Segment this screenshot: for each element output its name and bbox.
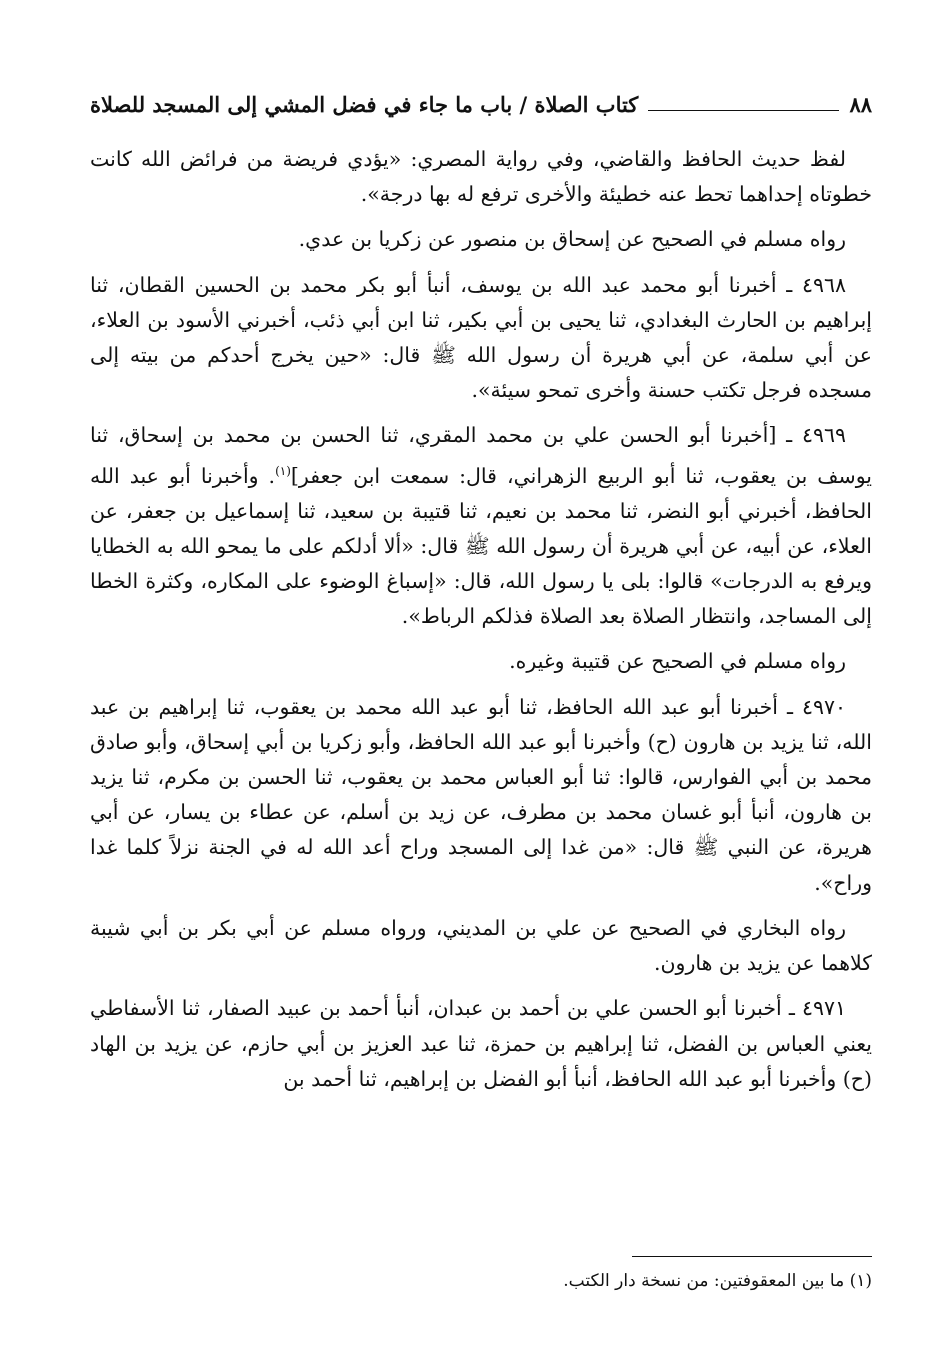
paragraph-text: رواه مسلم في الصحيح عن قتيبة وغيره. <box>509 649 846 674</box>
hadith-number: ٤٩٦٩ <box>801 423 846 448</box>
hadith-text-continued: . وأخبرنا أبو عبد الله الحافظ، أخبرني أبو النضر، ثنا محمد بن نعيم، ثنا قتيبة بن سعيد، ثنا إسماعيل بن جعفر، عن العلاء، عن أبيه، عن أبي هريرة أن رسول الله ﷺ قال: «ألا أدلكم على ما يمحو الله به الخطايا ويرفع به الدرجات» قالوا: بلى يا رسول الله، قال: «إسباغ الوضوء على المكاره، وكثرة الخطا إلى المساجد، وانتظار الصلاة بعد الصلاة فذلكم الرباط». <box>90 463 872 629</box>
footnote-reference: (١) <box>275 463 291 478</box>
book-page <box>90 60 872 1350</box>
paragraph-text: لفظ حديث الحافظ والقاضي، وفي رواية المصري: «يؤدي فريضة من فرائض الله كانت خطوتاه إحداهما تحط عنه خطيئة والأخرى ترفع له بها درجة». <box>90 147 872 207</box>
paragraph-narration-bukhari <box>90 911 872 981</box>
hadith-text: ـ [أخبرنا أبو الحسن علي بن محمد المقري، ثنا الحسن بن محمد بن إسحاق، ثنا يوسف بن يعقوب، ثنا أبو الربيع الزهراني، قال: سمعت ابن جعفر] <box>90 423 872 488</box>
paragraph-narration-muslim <box>90 644 872 679</box>
header-title: كتاب الصلاة / باب ما جاء في فضل المشي إلى المسجد للصلاة <box>90 92 639 117</box>
hadith-number: ٤٩٧١ <box>801 996 846 1021</box>
page-number: ٨٨ <box>849 92 872 117</box>
hadith-number: ٤٩٦٨ <box>801 272 846 297</box>
hadith-4970 <box>90 690 872 901</box>
hadith-number: ٤٩٧٠ <box>801 694 846 719</box>
paragraph-2 <box>90 222 872 257</box>
paragraph-1 <box>90 142 872 212</box>
hadith-text: ـ أخبرنا أبو عبد الله الحافظ، ثنا أبو عبد الله محمد بن يعقوب، ثنا إبراهيم بن عبد الله، ثنا يزيد بن هارون (ح) وأخبرنا أبو عبد الله الحافظ، وأبو زكريا بن أبي إسحاق، وأبو صادق محمد بن أبي الفوارس، قالوا: ثنا أبو العباس محمد بن يعقوب، ثنا الحسن بن مكرم، ثنا يزيد بن هارون، أنبأ أبو غسان محمد بن مطرف، عن زيد بن أسلم، عن عطاء بن يسار، عن أبي هريرة، عن النبي ﷺ قال: «من غدا إلى المسجد وراح أعد الله له في الجنة نزلاً كلما غدا وراح». <box>90 694 872 895</box>
hadith-4968 <box>90 268 872 409</box>
hadith-text: ـ أخبرنا أبو الحسن علي بن أحمد بن عبدان، أنبأ أحمد بن عبيد الصفار، ثنا الأسفاطي يعني العباس بن الفضل، ثنا إبراهيم بن حمزة، ثنا عبد العزيز بن أبي حازم، عن يزيد بن الهاد (ح) وأخبرنا أبو عبد الله الحافظ، أنبأ أبو الفضل بن إبراهيم، ثنا أحمد بن <box>90 996 872 1091</box>
hadith-text: ـ أخبرنا أبو محمد عبد الله بن يوسف، أنبأ أبو بكر محمد بن الحسين القطان، ثنا إبراهيم بن الحارث البغدادي، ثنا يحيى بن أبي بكير، ثنا ابن أبي ذئب، أخبرني الأسود بن العلاء، عن أبي سلمة، عن أبي هريرة أن رسول الله ﷺ قال: «حين يخرج أحدكم من بيته إلى مسجده فرجل تكتب حسنة وأخرى تمحو سيئة». <box>90 272 872 403</box>
footnote: (١) ما بين المعقوفتين: من نسخة دار الكتب. <box>563 1271 872 1291</box>
paragraph-text: رواه مسلم في الصحيح عن إسحاق بن منصور عن زكريا بن عدي. <box>298 227 846 252</box>
hadith-4971 <box>90 991 872 1097</box>
body-text <box>90 142 872 1107</box>
running-header <box>90 84 872 120</box>
hadith-4969 <box>90 418 872 634</box>
footnote-rule <box>632 1256 872 1257</box>
paragraph-text: رواه البخاري في الصحيح عن علي بن المديني، ورواه مسلم عن أبي بكر بن أبي شيبة كلاهما عن يزيد بن هارون. <box>90 915 872 976</box>
header-rule <box>648 110 839 111</box>
